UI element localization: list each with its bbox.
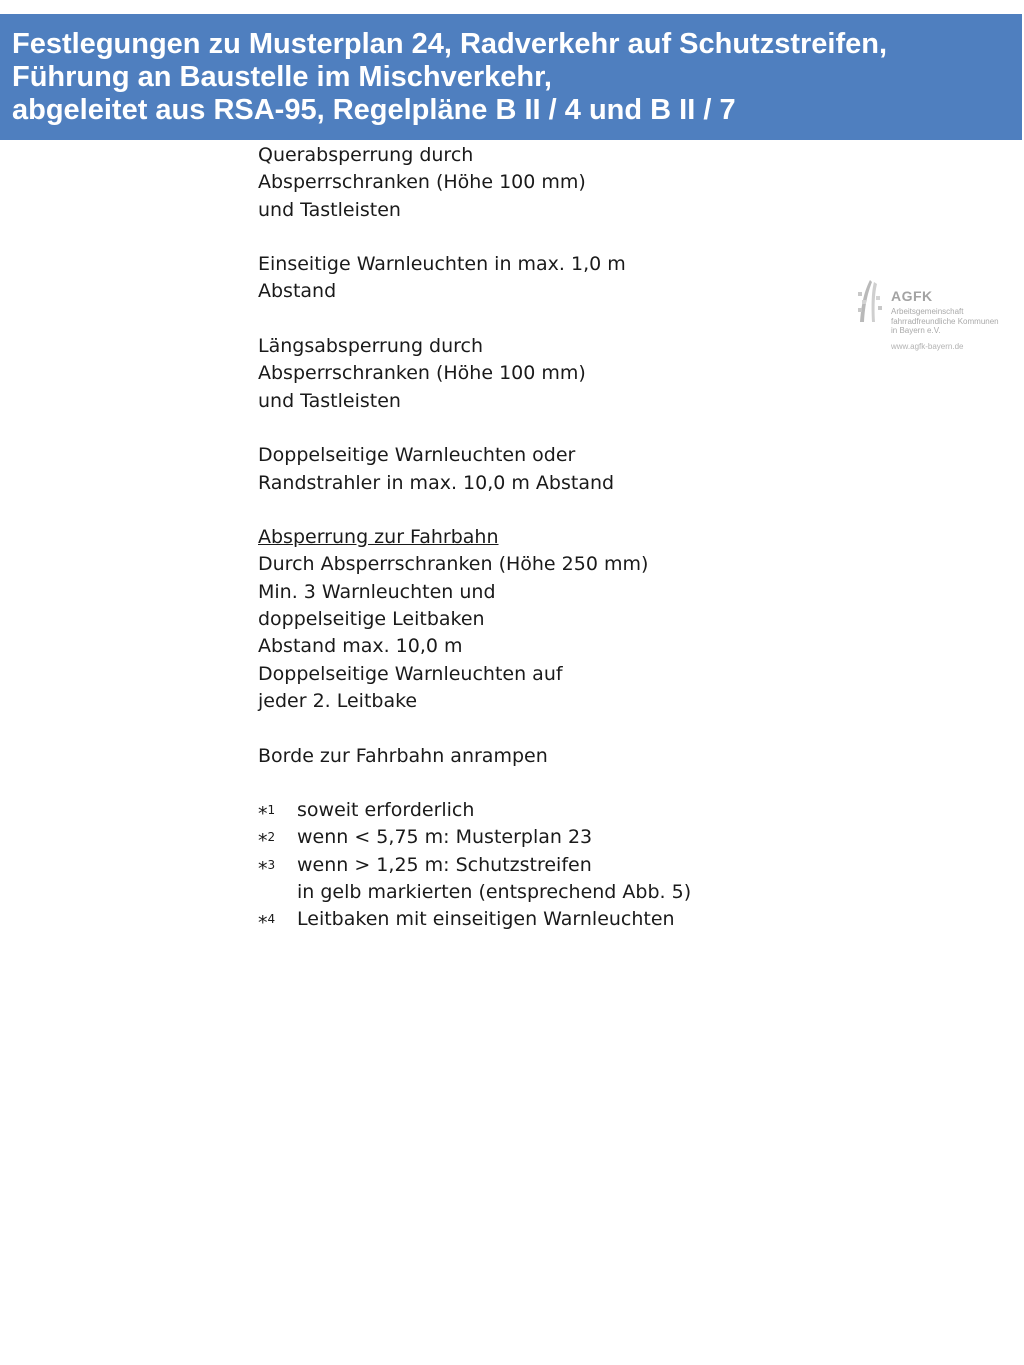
footnote-3 bbox=[258, 852, 818, 879]
text-line: Borde zur Fahrbahn anrampen bbox=[258, 744, 548, 767]
text-line: Einseitige Warnleuchten in max. 1,0 m bbox=[258, 253, 626, 276]
text-line: doppelseitige Leitbaken bbox=[258, 608, 485, 631]
text-line: und Tastleisten bbox=[258, 389, 401, 412]
text-line: Doppelseitige Warnleuchten oder bbox=[258, 444, 576, 467]
footnote-marker: *$^1$ bbox=[258, 803, 276, 826]
text-line: Durch Absperrschranken (Höhe 250 mm) bbox=[258, 553, 649, 576]
text-line: Doppelseitige Warnleuchten auf bbox=[258, 662, 563, 685]
footnote-text: wenn > 1,25 m: Schutzstreifen bbox=[297, 853, 592, 876]
footnote-marker: *$^2$ bbox=[258, 830, 276, 853]
text-line: Randstrahler in max. 10,0 m Abstand bbox=[258, 471, 615, 494]
footnote-3-continuation bbox=[258, 879, 818, 906]
footnote-text: in gelb markierten (entsprechend Abb. 5) bbox=[297, 881, 692, 904]
footnote-text: wenn < 5,75 m: Musterplan 23 bbox=[297, 826, 593, 849]
specification-text bbox=[258, 142, 818, 934]
footnote-text: Leitbaken mit einseitigen Warnleuchten bbox=[297, 908, 675, 931]
footnote-marker: *$^4$ bbox=[258, 912, 276, 935]
text-line: Absperrschranken (Höhe 100 mm) bbox=[258, 171, 586, 194]
text-line: Längsabsperrung durch bbox=[258, 335, 484, 358]
text-line: Abstand bbox=[258, 280, 337, 303]
logo-subtitle: Arbeitsgemeinschaft fahrradfreundliche Kommunen in Bayern e.V. bbox=[891, 307, 999, 335]
footnote-marker bbox=[258, 879, 297, 906]
footnote-text: soweit erforderlich bbox=[297, 799, 475, 822]
agfk-logo bbox=[856, 276, 1006, 356]
title-banner bbox=[0, 14, 1022, 140]
title-line-1: Festlegungen zu Musterplan 24, Radverkehr auf Schutzstreifen, bbox=[12, 28, 888, 60]
text-line: jeder 2. Leitbake bbox=[258, 689, 418, 712]
footnote-marker: *$^3$ bbox=[258, 857, 276, 880]
section-heading: Absperrung zur Fahrbahn bbox=[258, 526, 499, 549]
footnote-4 bbox=[258, 906, 818, 933]
agfk-logo-mark-icon bbox=[856, 278, 884, 324]
text-line: Min. 3 Warnleuchten und bbox=[258, 580, 496, 603]
logo-title: AGFK bbox=[891, 288, 933, 304]
title-line-3: abgeleitet aus RSA-95, Regelpläne B II / 4 und B II / 7 bbox=[12, 94, 736, 126]
text-line: Abstand max. 10,0 m bbox=[258, 635, 463, 658]
logo-url: www.agfk-bayern.de bbox=[891, 342, 964, 351]
text-line: Absperrschranken (Höhe 100 mm) bbox=[258, 362, 586, 385]
footnote-1 bbox=[258, 797, 818, 824]
text-line: Querabsperrung durch bbox=[258, 144, 474, 166]
text-line: und Tastleisten bbox=[258, 198, 401, 221]
footnote-2 bbox=[258, 824, 818, 851]
title-line-2: Führung an Baustelle im Mischverkehr, bbox=[12, 61, 552, 93]
